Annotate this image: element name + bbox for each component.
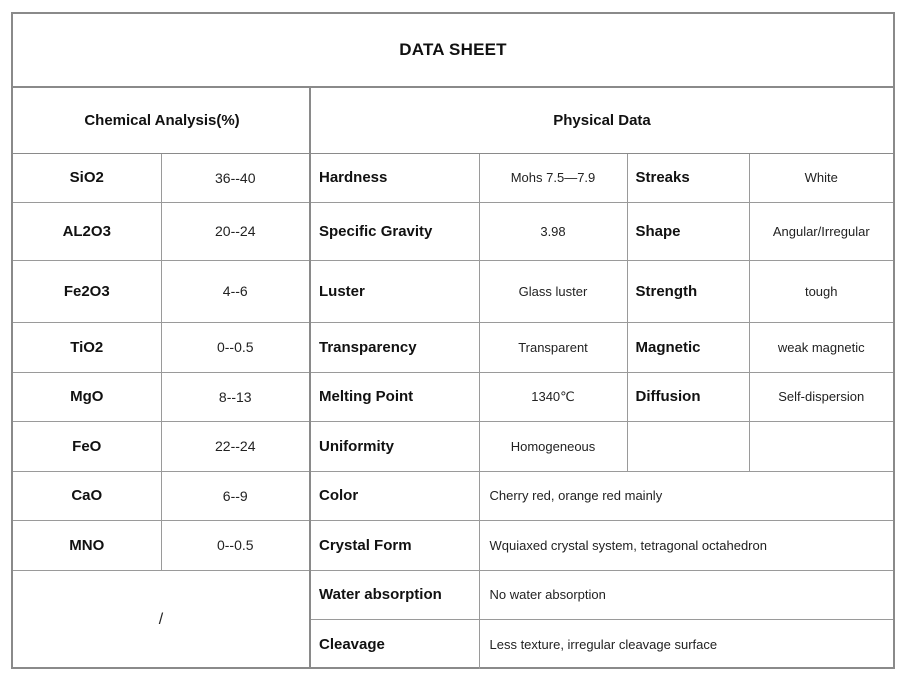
table-row [13,570,309,669]
property-value: Self-dispersion [749,372,893,421]
empty-marker: / [13,570,309,669]
property-value: tough [749,260,893,322]
property-label: Streaks [627,154,749,202]
table-row [13,260,309,322]
chem-name: MgO [13,372,161,421]
table-row [311,520,893,570]
table-row [311,471,893,520]
chem-name: AL2O3 [13,202,161,260]
chem-value: 36--40 [161,154,309,202]
property-label: Luster [311,260,479,322]
table-row [13,202,309,260]
chem-value: 20--24 [161,202,309,260]
table-row [13,322,309,372]
chem-value: 8--13 [161,372,309,421]
table-row [13,154,309,202]
property-label: Melting Point [311,372,479,421]
property-value: White [749,154,893,202]
chem-value: 0--0.5 [161,520,309,570]
property-label: Magnetic [627,322,749,372]
table-row [311,421,893,471]
table-row [13,372,309,421]
property-label: Specific Gravity [311,202,479,260]
property-value: Wquiaxed crystal system, tetragonal octahedron [479,520,893,570]
property-value: Mohs 7.5—7.9 [479,154,627,202]
property-value: 3.98 [479,202,627,260]
table-row [311,619,893,669]
chem-value: 4--6 [161,260,309,322]
table-row [13,421,309,471]
property-value: Transparent [479,322,627,372]
chemical-analysis-header: Chemical Analysis(%) [13,88,311,154]
property-value: weak magnetic [749,322,893,372]
table-row [311,260,893,322]
chem-name: TiO2 [13,322,161,372]
chem-name: FeO [13,421,161,471]
property-label: Strength [627,260,749,322]
chem-name: MNO [13,520,161,570]
chem-name: Fe2O3 [13,260,161,322]
property-label: Diffusion [627,372,749,421]
physical-data-header: Physical Data [311,88,893,154]
property-value: Angular/Irregular [749,202,893,260]
table-row [311,570,893,619]
property-label: Water absorption [311,570,479,619]
property-value: No water absorption [479,570,893,619]
table-row [13,471,309,520]
chem-value: 6--9 [161,471,309,520]
property-label [627,421,749,471]
property-value: Glass luster [479,260,627,322]
chem-name: SiO2 [13,154,161,202]
table-row [311,322,893,372]
property-value [749,421,893,471]
table-row [311,372,893,421]
property-label: Shape [627,202,749,260]
property-label: Crystal Form [311,520,479,570]
property-label: Cleavage [311,619,479,669]
table-row [311,202,893,260]
chem-value: 22--24 [161,421,309,471]
property-label: Color [311,471,479,520]
property-label: Transparency [311,322,479,372]
chem-name: CaO [13,471,161,520]
sheet-title: DATA SHEET [13,14,893,88]
table-row [311,154,893,202]
data-sheet [11,12,895,669]
property-value: Cherry red, orange red mainly [479,471,893,520]
property-value: Less texture, irregular cleavage surface [479,619,893,669]
chem-value: 0--0.5 [161,322,309,372]
physical-data-table [311,154,893,669]
table-row [13,520,309,570]
property-label: Uniformity [311,421,479,471]
chemical-analysis-table [13,154,309,669]
property-value: Homogeneous [479,421,627,471]
property-label: Hardness [311,154,479,202]
property-value: 1340℃ [479,372,627,421]
